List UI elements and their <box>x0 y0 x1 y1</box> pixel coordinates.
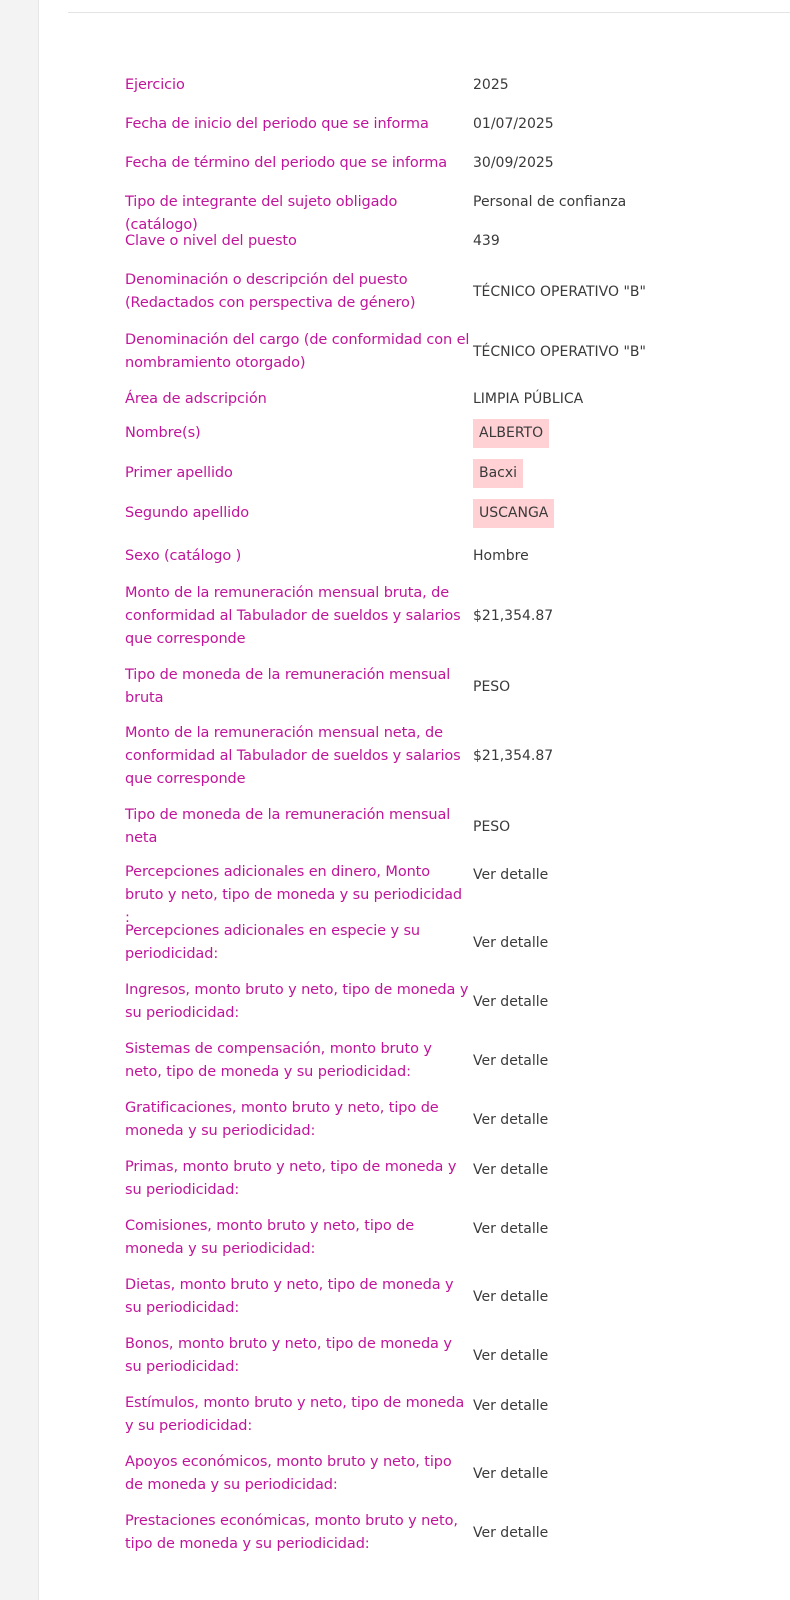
field-label: Área de adscripción <box>125 391 267 407</box>
field-value: 439 <box>473 233 500 249</box>
highlighted-value: ALBERTO <box>473 419 549 448</box>
top-divider <box>68 12 790 13</box>
field-label: Clave o nivel del puesto <box>125 233 297 249</box>
field-label: Denominación o descripción del puesto (Redactados con perspectiva de género) <box>125 272 416 311</box>
field-value: 2025 <box>473 77 509 93</box>
field-value: $21,354.87 <box>473 608 554 624</box>
ver-detalle-link[interactable]: Ver detalle <box>473 1466 549 1482</box>
field-label: Fecha de término del periodo que se informa <box>125 155 448 171</box>
ver-detalle-link[interactable]: Ver detalle <box>473 1348 549 1364</box>
field-label: Tipo de integrante del sujeto obligado (catálogo) <box>125 194 398 233</box>
field-label: Fecha de inicio del periodo que se informa <box>125 116 429 132</box>
field-value: PESO <box>473 679 511 695</box>
field-label: Monto de la remuneración mensual neta, de conformidad al Tabulador de sueldos y salarios que corresponde <box>125 725 461 787</box>
field-label: Tipo de moneda de la remuneración mensual neta <box>125 807 451 846</box>
field-label: Percepciones adicionales en especie y su periodicidad: <box>125 923 420 962</box>
ver-detalle-link[interactable]: Ver detalle <box>473 1221 549 1237</box>
field-label: Primer apellido <box>125 465 233 481</box>
field-value: Personal de confianza <box>473 194 627 210</box>
field-label: Estímulos, monto bruto y neto, tipo de moneda y su periodicidad: <box>125 1395 465 1434</box>
ver-detalle-link[interactable]: Ver detalle <box>473 1398 549 1414</box>
highlighted-value: USCANGA <box>473 499 554 528</box>
field-value: PESO <box>473 819 511 835</box>
field-label: Tipo de moneda de la remuneración mensual bruta <box>125 667 451 706</box>
field-label: Apoyos económicos, monto bruto y neto, tipo de moneda y su periodicidad: <box>125 1454 452 1493</box>
ver-detalle-link[interactable]: Ver detalle <box>473 1112 549 1128</box>
highlighted-value: Bacxi <box>473 459 523 488</box>
ver-detalle-link[interactable]: Ver detalle <box>473 994 549 1010</box>
field-value: $21,354.87 <box>473 748 554 764</box>
field-label: Primas, monto bruto y neto, tipo de moneda y su periodicidad: <box>125 1159 457 1198</box>
field-value: TÉCNICO OPERATIVO "B" <box>473 344 646 360</box>
field-value: 30/09/2025 <box>473 155 554 171</box>
field-label: Nombre(s) <box>125 425 201 441</box>
field-value: LIMPIA PÚBLICA <box>473 391 584 407</box>
ver-detalle-link[interactable]: Ver detalle <box>473 867 549 883</box>
field-label: Percepciones adicionales en dinero, Monto bruto y neto, tipo de moneda y su periodicidad : <box>125 864 462 926</box>
field-label: Denominación del cargo (de conformidad con el nombramiento otorgado) <box>125 332 470 371</box>
field-label: Ingresos, monto bruto y neto, tipo de moneda y su periodicidad: <box>125 982 469 1021</box>
ver-detalle-link[interactable]: Ver detalle <box>473 1525 549 1541</box>
ver-detalle-link[interactable]: Ver detalle <box>473 1289 549 1305</box>
ver-detalle-link[interactable]: Ver detalle <box>473 1162 549 1178</box>
field-label: Bonos, monto bruto y neto, tipo de moneda y su periodicidad: <box>125 1336 452 1375</box>
field-label: Segundo apellido <box>125 505 249 521</box>
field-label: Prestaciones económicas, monto bruto y neto, tipo de moneda y su periodicidad: <box>125 1513 458 1552</box>
field-label: Sexo (catálogo ) <box>125 548 242 564</box>
field-value: TÉCNICO OPERATIVO "B" <box>473 284 646 300</box>
field-label: Gratificaciones, monto bruto y neto, tipo de moneda y su periodicidad: <box>125 1100 439 1139</box>
field-label: Ejercicio <box>125 77 185 93</box>
field-label: Monto de la remuneración mensual bruta, de conformidad al Tabulador de sueldos y salarios que corresponde <box>125 585 461 647</box>
field-label: Dietas, monto bruto y neto, tipo de moneda y su periodicidad: <box>125 1277 454 1316</box>
field-value: 01/07/2025 <box>473 116 554 132</box>
ver-detalle-link[interactable]: Ver detalle <box>473 1053 549 1069</box>
field-label: Comisiones, monto bruto y neto, tipo de moneda y su periodicidad: <box>125 1218 415 1257</box>
ver-detalle-link[interactable]: Ver detalle <box>473 935 549 951</box>
field-label: Sistemas de compensación, monto bruto y neto, tipo de moneda y su periodicidad: <box>125 1041 432 1080</box>
left-sidebar-strip <box>0 0 39 1600</box>
field-value: Hombre <box>473 548 529 564</box>
